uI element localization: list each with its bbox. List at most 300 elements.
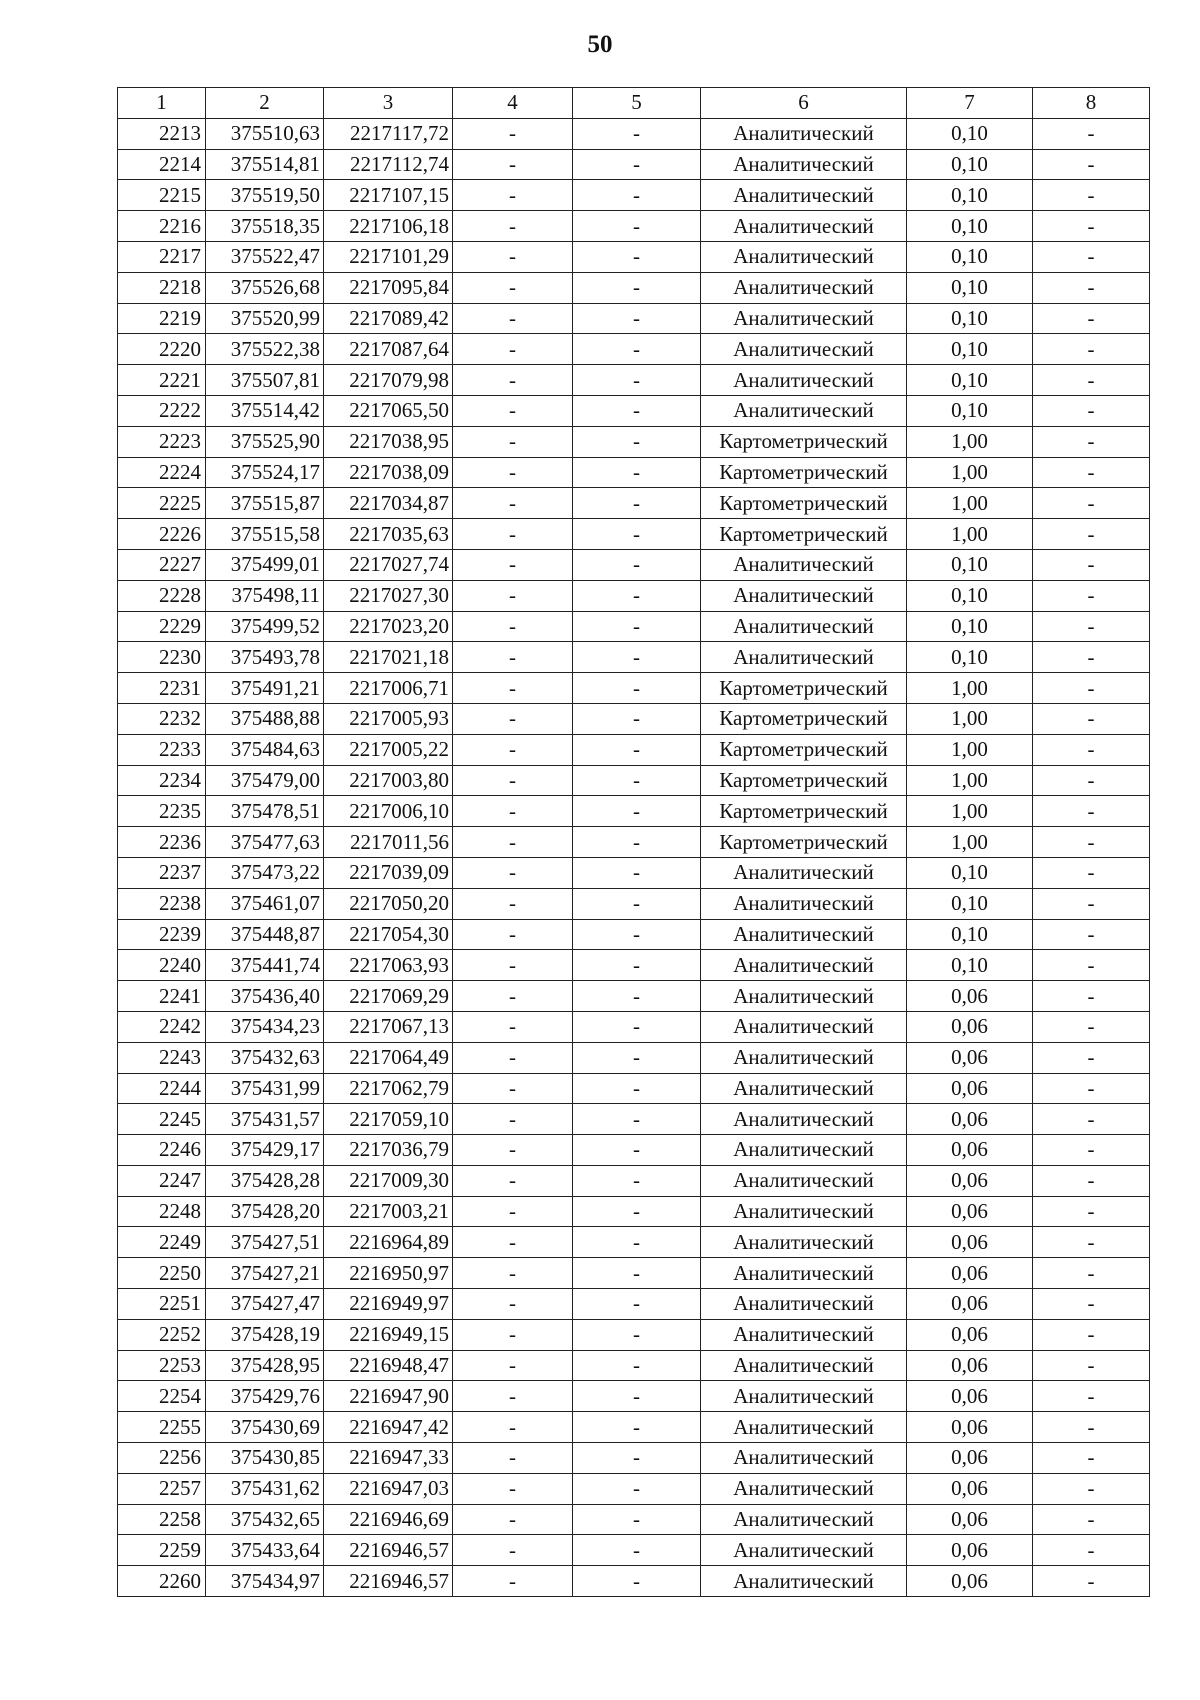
x-coordinate-cell: 375491,21 [206,673,324,704]
column-5-cell: - [573,1227,701,1258]
point-number-cell: 2235 [118,796,206,827]
column-4-cell: - [453,1566,573,1597]
y-coordinate-cell: 2217003,80 [324,765,453,796]
point-number-cell: 2222 [118,395,206,426]
point-number-cell: 2240 [118,950,206,981]
x-coordinate-cell: 375520,99 [206,303,324,334]
point-number-cell: 2255 [118,1412,206,1443]
table-row [118,1289,1150,1320]
table-row [118,888,1150,919]
method-cell: Аналитический [701,180,907,211]
accuracy-cell: 0,10 [907,857,1033,888]
accuracy-cell: 0,06 [907,1104,1033,1135]
table-row [118,981,1150,1012]
column-8-cell: - [1033,149,1150,180]
column-8-cell: - [1033,303,1150,334]
y-coordinate-cell: 2217087,64 [324,334,453,365]
method-cell: Аналитический [701,1319,907,1350]
method-cell: Аналитический [701,241,907,272]
column-8-cell: - [1033,457,1150,488]
table-row [118,1319,1150,1350]
x-coordinate-cell: 375431,99 [206,1073,324,1104]
column-4-cell: - [453,426,573,457]
column-5-cell: - [573,1289,701,1320]
table-row [118,765,1150,796]
column-4-cell: - [453,950,573,981]
table-row [118,426,1150,457]
column-5-cell: - [573,857,701,888]
x-coordinate-cell: 375433,64 [206,1535,324,1566]
column-5-cell: - [573,611,701,642]
column-5-cell: - [573,1196,701,1227]
accuracy-cell: 0,10 [907,334,1033,365]
table-row [118,1104,1150,1135]
column-8-cell: - [1033,180,1150,211]
column-8-cell: - [1033,827,1150,858]
method-cell: Картометрический [701,827,907,858]
column-5-cell: - [573,180,701,211]
column-8-cell: - [1033,857,1150,888]
column-5-cell: - [573,549,701,580]
column-8-cell: - [1033,549,1150,580]
table-row [118,118,1150,149]
column-4-cell: - [453,1258,573,1289]
column-4-cell: - [453,1504,573,1535]
x-coordinate-cell: 375434,97 [206,1566,324,1597]
table-row [118,488,1150,519]
column-8-cell: - [1033,1227,1150,1258]
column-8-cell: - [1033,241,1150,272]
column-8-cell: - [1033,1104,1150,1135]
x-coordinate-cell: 375448,87 [206,919,324,950]
point-number-cell: 2251 [118,1289,206,1320]
y-coordinate-cell: 2216949,15 [324,1319,453,1350]
table-row [118,395,1150,426]
column-4-cell: - [453,1042,573,1073]
method-cell: Аналитический [701,272,907,303]
y-coordinate-cell: 2217021,18 [324,642,453,673]
column-5-cell: - [573,241,701,272]
point-number-cell: 2236 [118,827,206,858]
column-4-cell: - [453,241,573,272]
point-number-cell: 2213 [118,118,206,149]
table-row [118,827,1150,858]
y-coordinate-cell: 2217101,29 [324,241,453,272]
column-4-cell: - [453,1227,573,1258]
x-coordinate-cell: 375427,47 [206,1289,324,1320]
table-row [118,1535,1150,1566]
column-8-cell: - [1033,981,1150,1012]
point-number-cell: 2244 [118,1073,206,1104]
method-cell: Аналитический [701,981,907,1012]
table-row [118,919,1150,950]
method-cell: Картометрический [701,426,907,457]
column-8-cell: - [1033,395,1150,426]
column-5-cell: - [573,1135,701,1166]
point-number-cell: 2225 [118,488,206,519]
column-8-cell: - [1033,118,1150,149]
y-coordinate-cell: 2217054,30 [324,919,453,950]
column-5-cell: - [573,457,701,488]
column-4-cell: - [453,888,573,919]
column-header: 3 [324,88,453,119]
column-header: 8 [1033,88,1150,119]
column-5-cell: - [573,673,701,704]
point-number-cell: 2232 [118,703,206,734]
accuracy-cell: 0,10 [907,118,1033,149]
column-5-cell: - [573,303,701,334]
point-number-cell: 2217 [118,241,206,272]
method-cell: Аналитический [701,1504,907,1535]
accuracy-cell: 0,06 [907,1042,1033,1073]
point-number-cell: 2260 [118,1566,206,1597]
column-8-cell: - [1033,1319,1150,1350]
method-cell: Аналитический [701,1042,907,1073]
point-number-cell: 2257 [118,1473,206,1504]
method-cell: Аналитический [701,1350,907,1381]
table-row [118,950,1150,981]
column-4-cell: - [453,827,573,858]
table-row [118,1412,1150,1443]
accuracy-cell: 0,10 [907,549,1033,580]
table-row [118,334,1150,365]
column-4-cell: - [453,1073,573,1104]
x-coordinate-cell: 375522,47 [206,241,324,272]
accuracy-cell: 0,06 [907,1412,1033,1443]
method-cell: Аналитический [701,580,907,611]
x-coordinate-cell: 375427,51 [206,1227,324,1258]
point-number-cell: 2254 [118,1381,206,1412]
x-coordinate-cell: 375429,76 [206,1381,324,1412]
x-coordinate-cell: 375499,52 [206,611,324,642]
method-cell: Аналитический [701,1196,907,1227]
point-number-cell: 2239 [118,919,206,950]
column-5-cell: - [573,1073,701,1104]
accuracy-cell: 0,06 [907,1289,1033,1320]
accuracy-cell: 0,10 [907,642,1033,673]
column-5-cell: - [573,1443,701,1474]
x-coordinate-cell: 375431,57 [206,1104,324,1135]
x-coordinate-cell: 375484,63 [206,734,324,765]
column-4-cell: - [453,519,573,550]
column-4-cell: - [453,365,573,396]
accuracy-cell: 0,06 [907,1227,1033,1258]
table-row [118,642,1150,673]
y-coordinate-cell: 2217107,15 [324,180,453,211]
column-4-cell: - [453,1535,573,1566]
method-cell: Аналитический [701,1104,907,1135]
y-coordinate-cell: 2217062,79 [324,1073,453,1104]
accuracy-cell: 1,00 [907,765,1033,796]
column-5-cell: - [573,1473,701,1504]
accuracy-cell: 0,06 [907,1566,1033,1597]
x-coordinate-cell: 375479,00 [206,765,324,796]
point-number-cell: 2218 [118,272,206,303]
x-coordinate-cell: 375507,81 [206,365,324,396]
table-row [118,857,1150,888]
column-4-cell: - [453,611,573,642]
method-cell: Картометрический [701,673,907,704]
column-8-cell: - [1033,1535,1150,1566]
y-coordinate-cell: 2216964,89 [324,1227,453,1258]
accuracy-cell: 0,06 [907,1258,1033,1289]
accuracy-cell: 1,00 [907,426,1033,457]
x-coordinate-cell: 375436,40 [206,981,324,1012]
column-5-cell: - [573,334,701,365]
table-row [118,1042,1150,1073]
method-cell: Аналитический [701,395,907,426]
column-5-cell: - [573,888,701,919]
x-coordinate-cell: 375434,23 [206,1011,324,1042]
accuracy-cell: 1,00 [907,703,1033,734]
method-cell: Аналитический [701,1011,907,1042]
column-5-cell: - [573,1011,701,1042]
y-coordinate-cell: 2216947,42 [324,1412,453,1443]
column-4-cell: - [453,118,573,149]
table-row [118,1073,1150,1104]
column-5-cell: - [573,1412,701,1443]
accuracy-cell: 0,10 [907,395,1033,426]
column-8-cell: - [1033,1381,1150,1412]
method-cell: Аналитический [701,919,907,950]
column-8-cell: - [1033,1566,1150,1597]
point-number-cell: 2245 [118,1104,206,1135]
accuracy-cell: 0,10 [907,580,1033,611]
accuracy-cell: 0,06 [907,1165,1033,1196]
accuracy-cell: 0,06 [907,1196,1033,1227]
x-coordinate-cell: 375515,58 [206,519,324,550]
x-coordinate-cell: 375432,65 [206,1504,324,1535]
table-row [118,796,1150,827]
accuracy-cell: 1,00 [907,457,1033,488]
y-coordinate-cell: 2217023,20 [324,611,453,642]
y-coordinate-cell: 2217112,74 [324,149,453,180]
accuracy-cell: 1,00 [907,519,1033,550]
column-5-cell: - [573,1504,701,1535]
y-coordinate-cell: 2217079,98 [324,365,453,396]
column-8-cell: - [1033,1504,1150,1535]
table-body [118,118,1150,1596]
table-row [118,149,1150,180]
point-number-cell: 2247 [118,1165,206,1196]
accuracy-cell: 0,10 [907,149,1033,180]
y-coordinate-cell: 2217050,20 [324,888,453,919]
x-coordinate-cell: 375514,81 [206,149,324,180]
column-4-cell: - [453,796,573,827]
column-5-cell: - [573,796,701,827]
x-coordinate-cell: 375477,63 [206,827,324,858]
column-8-cell: - [1033,488,1150,519]
column-8-cell: - [1033,765,1150,796]
accuracy-cell: 0,06 [907,1350,1033,1381]
table-row [118,734,1150,765]
column-header: 7 [907,88,1033,119]
point-number-cell: 2227 [118,549,206,580]
column-5-cell: - [573,211,701,242]
column-8-cell: - [1033,1412,1150,1443]
y-coordinate-cell: 2217009,30 [324,1165,453,1196]
column-5-cell: - [573,642,701,673]
column-4-cell: - [453,1319,573,1350]
column-4-cell: - [453,303,573,334]
point-number-cell: 2233 [118,734,206,765]
table-row [118,303,1150,334]
table-row [118,1227,1150,1258]
table-row [118,673,1150,704]
table-row [118,519,1150,550]
point-number-cell: 2229 [118,611,206,642]
method-cell: Картометрический [701,457,907,488]
y-coordinate-cell: 2217005,22 [324,734,453,765]
point-number-cell: 2237 [118,857,206,888]
point-number-cell: 2230 [118,642,206,673]
y-coordinate-cell: 2217059,10 [324,1104,453,1135]
column-4-cell: - [453,457,573,488]
method-cell: Картометрический [701,796,907,827]
point-number-cell: 2259 [118,1535,206,1566]
column-5-cell: - [573,488,701,519]
method-cell: Аналитический [701,611,907,642]
column-4-cell: - [453,149,573,180]
accuracy-cell: 0,06 [907,1473,1033,1504]
column-5-cell: - [573,272,701,303]
column-8-cell: - [1033,888,1150,919]
column-header: 1 [118,88,206,119]
accuracy-cell: 0,10 [907,180,1033,211]
column-5-cell: - [573,1350,701,1381]
table-row [118,365,1150,396]
table-row [118,241,1150,272]
column-8-cell: - [1033,1443,1150,1474]
column-5-cell: - [573,1381,701,1412]
table-row [118,1443,1150,1474]
column-4-cell: - [453,1104,573,1135]
table-row [118,1011,1150,1042]
column-8-cell: - [1033,1258,1150,1289]
column-4-cell: - [453,488,573,519]
point-number-cell: 2221 [118,365,206,396]
table-row [118,611,1150,642]
x-coordinate-cell: 375441,74 [206,950,324,981]
x-coordinate-cell: 375498,11 [206,580,324,611]
y-coordinate-cell: 2216946,57 [324,1535,453,1566]
method-cell: Аналитический [701,857,907,888]
point-number-cell: 2243 [118,1042,206,1073]
column-8-cell: - [1033,642,1150,673]
y-coordinate-cell: 2216947,90 [324,1381,453,1412]
column-8-cell: - [1033,1165,1150,1196]
column-8-cell: - [1033,673,1150,704]
accuracy-cell: 0,06 [907,981,1033,1012]
column-5-cell: - [573,734,701,765]
column-8-cell: - [1033,734,1150,765]
method-cell: Аналитический [701,149,907,180]
column-4-cell: - [453,1381,573,1412]
column-5-cell: - [573,580,701,611]
y-coordinate-cell: 2216946,57 [324,1566,453,1597]
y-coordinate-cell: 2217027,74 [324,549,453,580]
table-row [118,457,1150,488]
column-8-cell: - [1033,703,1150,734]
table-row [118,1258,1150,1289]
method-cell: Аналитический [701,1289,907,1320]
accuracy-cell: 0,10 [907,241,1033,272]
table-row [118,580,1150,611]
accuracy-cell: 0,10 [907,611,1033,642]
column-4-cell: - [453,1412,573,1443]
column-4-cell: - [453,703,573,734]
column-8-cell: - [1033,950,1150,981]
accuracy-cell: 0,10 [907,365,1033,396]
accuracy-cell: 0,06 [907,1319,1033,1350]
table-row [118,211,1150,242]
y-coordinate-cell: 2217117,72 [324,118,453,149]
method-cell: Аналитический [701,1566,907,1597]
column-5-cell: - [573,1258,701,1289]
x-coordinate-cell: 375488,88 [206,703,324,734]
column-8-cell: - [1033,796,1150,827]
x-coordinate-cell: 375428,20 [206,1196,324,1227]
method-cell: Картометрический [701,488,907,519]
column-5-cell: - [573,1104,701,1135]
y-coordinate-cell: 2217005,93 [324,703,453,734]
method-cell: Аналитический [701,1135,907,1166]
method-cell: Картометрический [701,734,907,765]
table-row [118,1196,1150,1227]
column-4-cell: - [453,549,573,580]
column-8-cell: - [1033,1473,1150,1504]
column-4-cell: - [453,1289,573,1320]
table-row [118,1473,1150,1504]
point-number-cell: 2241 [118,981,206,1012]
column-8-cell: - [1033,611,1150,642]
accuracy-cell: 0,06 [907,1504,1033,1535]
column-8-cell: - [1033,272,1150,303]
column-4-cell: - [453,211,573,242]
column-4-cell: - [453,765,573,796]
column-8-cell: - [1033,580,1150,611]
column-5-cell: - [573,149,701,180]
method-cell: Аналитический [701,118,907,149]
y-coordinate-cell: 2217039,09 [324,857,453,888]
accuracy-cell: 0,06 [907,1135,1033,1166]
column-header: 6 [701,88,907,119]
point-number-cell: 2248 [118,1196,206,1227]
point-number-cell: 2258 [118,1504,206,1535]
x-coordinate-cell: 375428,95 [206,1350,324,1381]
page-number: 50 [587,31,613,58]
x-coordinate-cell: 375522,38 [206,334,324,365]
y-coordinate-cell: 2217034,87 [324,488,453,519]
method-cell: Аналитический [701,1227,907,1258]
column-8-cell: - [1033,426,1150,457]
method-cell: Аналитический [701,1165,907,1196]
accuracy-cell: 0,10 [907,303,1033,334]
column-8-cell: - [1033,519,1150,550]
y-coordinate-cell: 2216947,03 [324,1473,453,1504]
table-row [118,1135,1150,1166]
accuracy-cell: 0,10 [907,919,1033,950]
column-8-cell: - [1033,211,1150,242]
method-cell: Аналитический [701,334,907,365]
table-row [118,1504,1150,1535]
column-5-cell: - [573,950,701,981]
column-5-cell: - [573,1165,701,1196]
y-coordinate-cell: 2217038,09 [324,457,453,488]
column-4-cell: - [453,981,573,1012]
y-coordinate-cell: 2216947,33 [324,1443,453,1474]
y-coordinate-cell: 2217035,63 [324,519,453,550]
